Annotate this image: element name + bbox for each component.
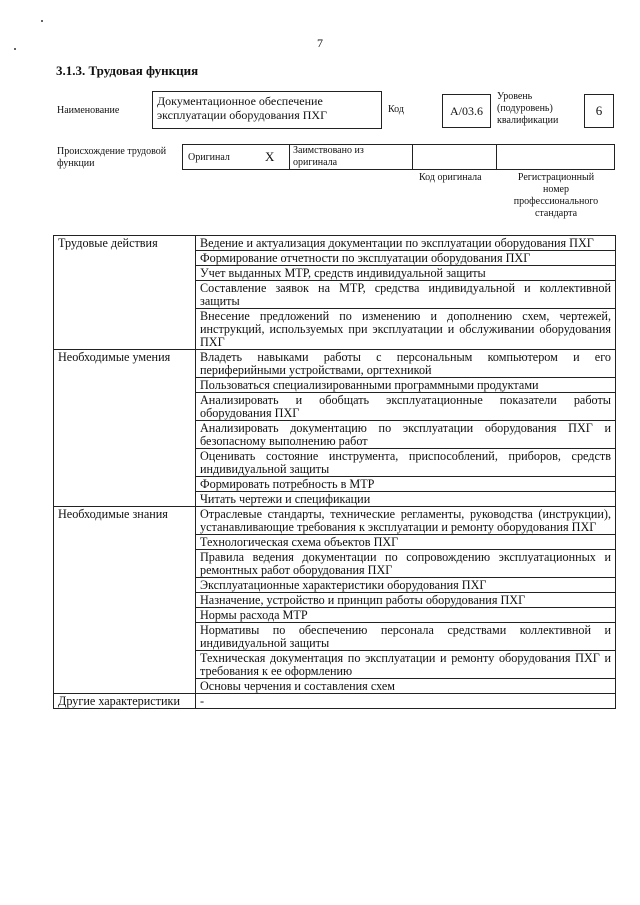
- original-mark: X: [265, 149, 275, 164]
- item-cell: Отраслевые стандарты, технические регламенты, руководства (инструкции), устанавливающие требования к эксплуатации и ремонту оборудования ПХГ: [196, 507, 616, 535]
- item-cell: Пользоваться специализированными программными продуктами: [196, 378, 616, 393]
- divider: [496, 145, 497, 169]
- level-value: 6: [584, 94, 614, 128]
- item-cell: Нормы расхода МТР: [196, 608, 616, 623]
- item-cell: Анализировать и обобщать эксплуатационные показатели работы оборудования ПХГ: [196, 393, 616, 421]
- origin-code-label: Код оригинала: [419, 172, 482, 183]
- item-cell: Формировать потребность в МТР: [196, 477, 616, 492]
- item-cell: Ведение и актуализация документации по эксплуатации оборудования ПХГ: [196, 236, 616, 251]
- borrowed-label: Заимствовано из оригинала: [293, 145, 364, 168]
- item-cell: Техническая документация по эксплуатации и ремонту оборудования ПХГ и требования к ее оформлению: [196, 651, 616, 679]
- divider: [412, 145, 413, 169]
- category-cell: Необходимые умения: [54, 350, 196, 507]
- item-cell: Формирование отчетности по эксплуатации оборудования ПХГ: [196, 251, 616, 266]
- table-row: [54, 694, 616, 709]
- category-cell: Трудовые действия: [54, 236, 196, 350]
- name-label: Наименование: [57, 105, 120, 116]
- category-cell: Другие характеристики: [54, 694, 196, 709]
- category-cell: Необходимые знания: [54, 507, 196, 694]
- scan-speck: [41, 20, 43, 22]
- page-number: 7: [317, 36, 323, 50]
- table-row: [54, 350, 616, 378]
- name-value: Документационное обеспечение эксплуатации оборудования ПХГ: [152, 91, 382, 129]
- code-label: Код: [388, 104, 404, 115]
- divider: [289, 145, 290, 169]
- original-label: Оригинал: [188, 152, 230, 163]
- function-details-table: [53, 235, 616, 709]
- item-cell: Оценивать состояние инструмента, приспособлений, приборов, средств индивидуальной защиты: [196, 449, 616, 477]
- item-cell: Назначение, устройство и принцип работы оборудования ПХГ: [196, 593, 616, 608]
- item-cell: Технологическая схема объектов ПХГ: [196, 535, 616, 550]
- item-cell: Правила ведения документации по сопровождению эксплуатационных и ремонтных работ оборудования ПХГ: [196, 550, 616, 578]
- item-cell: Внесение предложений по изменению и дополнению схем, чертежей, инструкций, используемых при эксплуатации и обслуживании оборудования ПХГ: [196, 309, 616, 350]
- reg-number-label: Регистрационный номер профессионального стандарта: [513, 172, 599, 219]
- item-cell: Учет выданных МТР, средств индивидуальной защиты: [196, 266, 616, 281]
- origin-label: Происхождение трудовой функции: [57, 146, 167, 169]
- item-cell: Владеть навыками работы с персональным компьютером и его периферийными устройствами, оргтехникой: [196, 350, 616, 378]
- section-title: 3.1.3. Трудовая функция: [56, 63, 199, 78]
- level-label: Уровень (подуровень) квалификации: [497, 91, 559, 126]
- item-cell: -: [196, 694, 616, 709]
- code-value: А/03.6: [442, 94, 491, 128]
- item-cell: Нормативы по обеспечению персонала средствами коллективной и индивидуальной защиты: [196, 623, 616, 651]
- item-cell: Составление заявок на МТР, средства индивидуальной и коллективной защиты: [196, 281, 616, 309]
- table-row: [54, 507, 616, 535]
- item-cell: Анализировать документацию по эксплуатации оборудования ПХГ и безопасному выполнению работ: [196, 421, 616, 449]
- item-cell: Эксплуатационные характеристики оборудования ПХГ: [196, 578, 616, 593]
- item-cell: Основы черчения и составления схем: [196, 679, 616, 694]
- table-row: [54, 236, 616, 251]
- item-cell: Читать чертежи и спецификации: [196, 492, 616, 507]
